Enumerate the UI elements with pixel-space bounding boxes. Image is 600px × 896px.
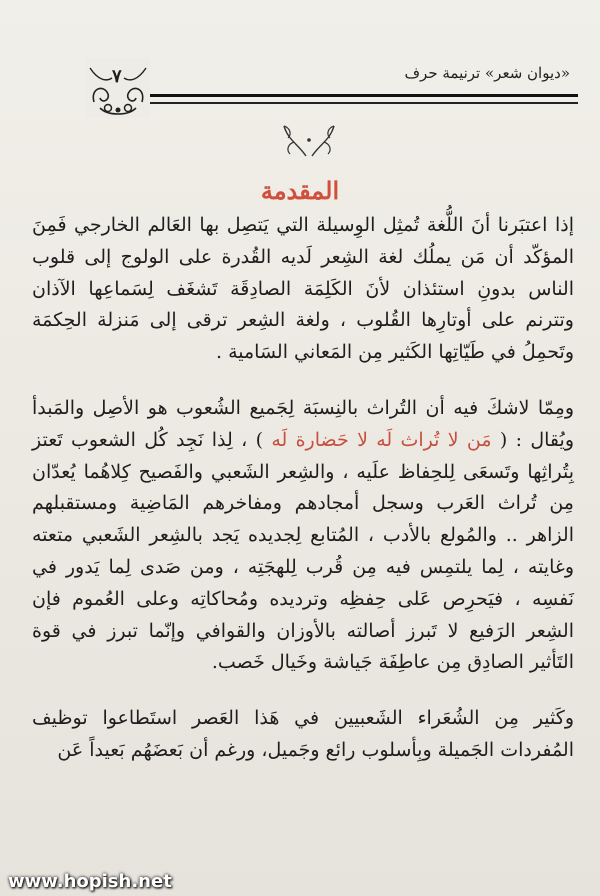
header-title: «ديوان شعر» ترنيمة حرف bbox=[404, 64, 570, 82]
paragraph-2-after: ) ، لِذا نَجِد كُل الشعوب تَعتز بِتُراثِها وتَسعَى لِلحِفاظ علَيه ، والشِعر الشَعبي والفَصيح كِلاهُما يُعدّان مِن تُراث العَرب وسجل أمجادهم ومفاخرهم المَاضِية ومستقبلهم الزاهر .. والمُولع بالأدب ، المُتابع لِجديده يَجد بالشِعر الشَعبي متعته وغايته ، لِما يلتمِس فيه مِن قُرب لِلهجَتِه ، ومن صَدى لِما يَدور في نَفسِه ، فيَحرِص عَلى حِفظِه وترديده ومُحاكاتِه وعلى العُموم فإن الشِعر الرَفيع لا تَبرز أصالته بالأوزان والقوافي وإنّما تبرز في قوة التَأثير الصادِق مِن عاطِفَة جَياشة وخَيال خَصب. bbox=[32, 428, 574, 674]
floral-ornament-icon bbox=[276, 120, 342, 160]
running-header bbox=[90, 58, 578, 118]
body-text bbox=[32, 210, 574, 767]
paragraph-1: إذا اعتبَرنا أنَ اللُّغة تُمثِل الوِسيلة التي يَتصِل بها العَالم الخارجي فَمِنَ المؤكّد أن مَن يملُك لغة الشِعر لَديه القُدرة على الولوج إلى قلوب الناس بدونِ استئذان لأنَ الكَلِمَة الصادِقَة تَشغَف لِسَماعِها الآذان وتترنم على أوتارِها القُلوب ، ولغة الشِعر ترقى إلى مَنزلة الحِكمَة وتَحمِلُ في طَيّاتِها الكَثير مِن المَعاني السَامية . bbox=[32, 214, 574, 364]
header-rule-thin bbox=[90, 102, 578, 104]
site-watermark: www.hopish.net bbox=[8, 871, 172, 892]
header-rule-thick bbox=[90, 94, 578, 97]
paragraph-3: وكَثير مِن الشُعَراء الشَعبيين في هَذا العَصر استَطاعوا توظيف المُفردات الجَميلة وبِأسلوب رائع وجَميل، ورغم أن بَعضَهُم بَعيداً عَن bbox=[32, 707, 574, 761]
paragraph-2 bbox=[32, 393, 574, 679]
header-rules bbox=[90, 94, 578, 106]
quoted-saying: مَن لا تُراث لَه لا حَضارة لَه bbox=[263, 428, 500, 451]
section-heading: المقدمة bbox=[260, 176, 340, 205]
paragraph-2-before: ومِمّا لاشكَ فيه أن التُراث بالنِسبَة لِجَميع الشُعوب هو الأصِل والمَبدأ ويُقال : ( bbox=[32, 396, 574, 451]
page-number: ٧ bbox=[112, 66, 122, 87]
